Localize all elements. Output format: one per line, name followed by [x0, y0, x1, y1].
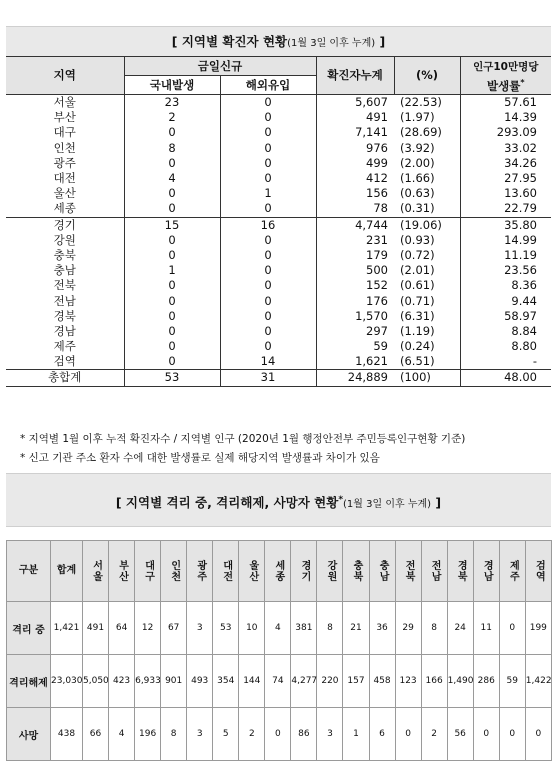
header-region: 광주 [187, 541, 213, 602]
percent-cell: (100) [394, 370, 460, 386]
value-cell: 6 [369, 708, 395, 761]
region-cell: 충남 [53, 263, 76, 278]
section2-title-mark: * [338, 495, 344, 505]
region-cell: 인천 [53, 140, 76, 155]
table-row [6, 201, 551, 217]
table-row [6, 171, 551, 186]
cumulative-cell: 156 [316, 186, 394, 201]
value-cell: 56 [447, 708, 473, 761]
section2-title [6, 473, 551, 527]
imported-cell: 0 [220, 324, 316, 339]
value-cell: 29 [395, 602, 421, 655]
value-cell: 196 [135, 708, 161, 761]
percent-cell: (28.69) [400, 125, 442, 140]
cumulative-cell: 491 [316, 110, 394, 125]
value-cell: 1 [343, 708, 369, 761]
region-cell: 제주 [53, 339, 76, 354]
rate-cell: 13.60 [460, 186, 551, 201]
percent-cell: (0.31) [400, 201, 435, 216]
table-row [6, 156, 551, 171]
rate-cell: 9.44 [460, 293, 551, 308]
cumulative-cell: 152 [316, 278, 394, 293]
value-cell: 64 [109, 602, 135, 655]
percent-cell: (0.72) [400, 247, 435, 262]
cumulative-cell: 179 [316, 248, 394, 263]
value-cell: 0 [525, 708, 551, 761]
header-region: 경기 [291, 541, 317, 602]
header-region: 제주 [499, 541, 525, 602]
percent-cell: (0.24) [400, 339, 435, 354]
confirmed-cases-table [6, 56, 551, 387]
table-row [7, 655, 552, 708]
table-row [6, 278, 551, 293]
rate-cell: 34.26 [460, 156, 551, 171]
value-cell: 354 [213, 655, 239, 708]
value-cell: 4 [265, 602, 291, 655]
section1-title-main: [ 지역별 확진자 현황 [171, 34, 288, 49]
section2-title-main: [ 지역별 격리 중, 격리해제, 사망자 현황 [115, 495, 339, 511]
region-cell: 경남 [53, 323, 76, 338]
section1-title-close: ] [375, 34, 386, 49]
header-category: 구분 [7, 541, 51, 602]
cumulative-cell: 231 [316, 233, 394, 248]
header-region: 울산 [239, 541, 265, 602]
region-cell: 강원 [53, 232, 76, 247]
header-region: 세종 [265, 541, 291, 602]
value-cell: 53 [213, 602, 239, 655]
rate-cell: 8.80 [460, 339, 551, 354]
table-row [6, 186, 551, 201]
domestic-cell: 0 [124, 354, 220, 370]
header-region: 전남 [421, 541, 447, 602]
value-cell: 157 [343, 655, 369, 708]
domestic-cell: 15 [124, 217, 220, 233]
region-cell: 경기 [6, 217, 124, 233]
footnote-2: * 신고 기관 주소 환자 수에 대한 발생률로 실제 해당지역 발생률과 차이가 있음 [20, 452, 380, 464]
rate-cell: 58.97 [460, 309, 551, 324]
value-cell: 4 [109, 708, 135, 761]
cumulative-cell: 297 [316, 324, 394, 339]
header-region: 강원 [317, 541, 343, 602]
percent-cell: (19.06) [394, 217, 460, 233]
value-cell: 491 [83, 602, 109, 655]
rate-cell: 8.36 [460, 278, 551, 293]
table-row [6, 293, 551, 308]
rate-cell: 35.80 [460, 217, 551, 233]
header-region: 지역 [6, 57, 124, 95]
value-cell: 381 [291, 602, 317, 655]
row-label: 격리해제 [7, 655, 51, 708]
domestic-cell: 0 [124, 324, 220, 339]
rate-cell: 33.02 [460, 141, 551, 156]
value-cell: 5 [213, 708, 239, 761]
value-cell: 24 [447, 602, 473, 655]
header-region: 경남 [473, 541, 499, 602]
value-cell: 458 [369, 655, 395, 708]
imported-cell: 0 [220, 141, 316, 156]
region-cell: 총합계 [6, 370, 124, 386]
value-cell: 4,277 [291, 655, 317, 708]
imported-cell: 14 [220, 354, 316, 370]
table-row [7, 602, 552, 655]
table-row [6, 354, 551, 370]
table-row [6, 141, 551, 156]
row-label: 사망 [7, 708, 51, 761]
domestic-cell: 2 [124, 110, 220, 125]
value-cell: 423 [109, 655, 135, 708]
total-row [6, 370, 551, 386]
cumulative-cell: 59 [316, 339, 394, 354]
percent-cell: (1.66) [400, 171, 435, 186]
header-region: 전북 [395, 541, 421, 602]
cumulative-cell: 499 [316, 156, 394, 171]
value-cell: 8 [317, 602, 343, 655]
cumulative-cell: 976 [316, 141, 394, 156]
header-domestic: 국내발생 [124, 76, 220, 95]
value-cell: 0 [265, 708, 291, 761]
rate-cell: 8.84 [460, 324, 551, 339]
value-cell: 901 [161, 655, 187, 708]
value-cell: 493 [187, 655, 213, 708]
domestic-cell: 0 [124, 248, 220, 263]
value-cell: 144 [239, 655, 265, 708]
percent-cell: (0.71) [400, 293, 435, 308]
value-cell: 5,050 [83, 655, 109, 708]
domestic-cell: 0 [124, 156, 220, 171]
domestic-cell: 23 [124, 95, 220, 111]
percent-cell: (0.93) [400, 232, 435, 247]
table-row [6, 263, 551, 278]
header-region: 서울 [83, 541, 109, 602]
header-total: 합계 [51, 541, 83, 602]
table-row [6, 217, 551, 233]
imported-cell: 0 [220, 171, 316, 186]
imported-cell: 31 [220, 370, 316, 386]
region-cell: 충북 [53, 247, 76, 262]
footnote-1: * 지역별 1월 이후 누적 확진자수 / 지역별 인구 (2020년 1월 행정안전부 주민등록인구현황 기준) [20, 433, 466, 445]
value-cell: 8 [421, 602, 447, 655]
section2-title-close: ] [431, 495, 442, 511]
region-cell: 세종 [53, 201, 76, 216]
domestic-cell: 0 [124, 125, 220, 140]
value-cell: 166 [421, 655, 447, 708]
imported-cell: 0 [220, 248, 316, 263]
imported-cell: 1 [220, 186, 316, 201]
region-cell: 광주 [53, 155, 76, 170]
header-imported: 해외유입 [220, 76, 316, 95]
quarantine-status-table [6, 540, 552, 761]
header-rate-mark: * [520, 77, 525, 87]
region-cell: 검역 [53, 354, 76, 369]
rate-cell: 11.19 [460, 248, 551, 263]
header-region: 충북 [343, 541, 369, 602]
imported-cell: 16 [220, 217, 316, 233]
imported-cell: 0 [220, 156, 316, 171]
imported-cell: 0 [220, 233, 316, 248]
domestic-cell: 8 [124, 141, 220, 156]
header-region: 대전 [213, 541, 239, 602]
table-row [6, 110, 551, 125]
total-cell: 438 [51, 708, 83, 761]
region-cell: 전남 [53, 293, 76, 308]
value-cell: 3 [187, 708, 213, 761]
percent-cell: (6.31) [400, 308, 435, 323]
imported-cell: 0 [220, 309, 316, 324]
value-cell: 21 [343, 602, 369, 655]
value-cell: 86 [291, 708, 317, 761]
cumulative-cell: 78 [316, 201, 394, 217]
imported-cell: 0 [220, 110, 316, 125]
percent-cell: (2.01) [400, 263, 435, 278]
rate-cell: 57.61 [460, 95, 551, 111]
value-cell: 3 [317, 708, 343, 761]
rate-cell: - [460, 354, 551, 370]
table-row [6, 125, 551, 140]
row-label: 격리 중 [7, 602, 51, 655]
total-cell: 1,421 [51, 602, 83, 655]
value-cell: 286 [473, 655, 499, 708]
header-rate-line1: 인구10만명당 [473, 60, 539, 73]
header-region: 인천 [161, 541, 187, 602]
value-cell: 8 [161, 708, 187, 761]
percent-cell: (0.63) [400, 186, 435, 201]
value-cell: 67 [161, 602, 187, 655]
region-cell: 경북 [53, 308, 76, 323]
value-cell: 74 [265, 655, 291, 708]
region-cell: 전북 [53, 278, 76, 293]
value-cell: 199 [525, 602, 551, 655]
table-row [6, 324, 551, 339]
cumulative-cell: 176 [316, 293, 394, 308]
value-cell: 1,490 [447, 655, 473, 708]
imported-cell: 0 [220, 339, 316, 354]
domestic-cell: 53 [124, 370, 220, 386]
rate-cell: 22.79 [460, 201, 551, 217]
header-percent: (%) [394, 57, 460, 95]
value-cell: 2 [239, 708, 265, 761]
percent-cell: (0.61) [400, 278, 435, 293]
footnotes [20, 430, 550, 468]
domestic-cell: 4 [124, 171, 220, 186]
table-row [6, 309, 551, 324]
cumulative-cell: 7,141 [316, 125, 394, 140]
percent-cell: (2.00) [400, 155, 435, 170]
header-region: 대구 [135, 541, 161, 602]
section2-title-paren: (1월 3일 이후 누계) [343, 499, 432, 511]
cumulative-cell: 1,621 [316, 354, 394, 370]
value-cell: 11 [473, 602, 499, 655]
value-cell: 2 [421, 708, 447, 761]
table-row [7, 708, 552, 761]
percent-cell: (1.97) [400, 110, 435, 125]
header-region: 부산 [109, 541, 135, 602]
region-cell: 부산 [53, 110, 76, 125]
rate-cell: 27.95 [460, 171, 551, 186]
section1-title-paren: (1월 3일 이후 누계) [287, 38, 376, 49]
percent-cell: (6.51) [400, 354, 435, 369]
percent-cell: (3.92) [400, 140, 435, 155]
region-cell: 대전 [53, 171, 76, 186]
imported-cell: 0 [220, 201, 316, 217]
domestic-cell: 0 [124, 233, 220, 248]
value-cell: 59 [499, 655, 525, 708]
total-cell: 23,030 [51, 655, 83, 708]
cumulative-cell: 1,570 [316, 309, 394, 324]
value-cell: 0 [473, 708, 499, 761]
table-row [6, 95, 551, 111]
header-cumulative: 확진자누계 [316, 57, 394, 95]
section1-title [6, 26, 551, 58]
cumulative-cell: 4,744 [316, 217, 394, 233]
value-cell: 1,422 [525, 655, 551, 708]
imported-cell: 0 [220, 293, 316, 308]
table-row [6, 339, 551, 354]
domestic-cell: 0 [124, 278, 220, 293]
rate-cell: 293.09 [460, 125, 551, 140]
value-cell: 66 [83, 708, 109, 761]
imported-cell: 0 [220, 263, 316, 278]
cumulative-cell: 500 [316, 263, 394, 278]
cumulative-cell: 24,889 [316, 370, 394, 386]
domestic-cell: 0 [124, 309, 220, 324]
region-cell: 울산 [53, 186, 76, 201]
value-cell: 220 [317, 655, 343, 708]
domestic-cell: 1 [124, 263, 220, 278]
value-cell: 0 [395, 708, 421, 761]
rate-cell: 48.00 [460, 370, 551, 386]
value-cell: 123 [395, 655, 421, 708]
percent-cell: (1.19) [400, 323, 435, 338]
rate-cell: 14.99 [460, 233, 551, 248]
imported-cell: 0 [220, 95, 316, 111]
region-cell: 서울 [53, 95, 76, 110]
cumulative-cell: 412 [316, 171, 394, 186]
region-cell: 대구 [53, 125, 76, 140]
header-rate [460, 57, 551, 95]
value-cell: 36 [369, 602, 395, 655]
value-cell: 0 [499, 708, 525, 761]
header-region: 검역 [525, 541, 551, 602]
rate-cell: 14.39 [460, 110, 551, 125]
domestic-cell: 0 [124, 186, 220, 201]
domestic-cell: 0 [124, 339, 220, 354]
domestic-cell: 0 [124, 201, 220, 217]
value-cell: 10 [239, 602, 265, 655]
value-cell: 3 [187, 602, 213, 655]
header-rate-line2: 발생률 [486, 78, 521, 93]
table-row [6, 248, 551, 263]
table-row [6, 233, 551, 248]
imported-cell: 0 [220, 278, 316, 293]
value-cell: 0 [499, 602, 525, 655]
percent-cell: (22.53) [400, 95, 442, 110]
cumulative-cell: 5,607 [316, 95, 394, 111]
rate-cell: 23.56 [460, 263, 551, 278]
header-region: 충남 [369, 541, 395, 602]
value-cell: 12 [135, 602, 161, 655]
header-region: 경북 [447, 541, 473, 602]
value-cell: 6,933 [135, 655, 161, 708]
imported-cell: 0 [220, 125, 316, 140]
header-new-today: 금일신규 [124, 57, 316, 76]
domestic-cell: 0 [124, 293, 220, 308]
